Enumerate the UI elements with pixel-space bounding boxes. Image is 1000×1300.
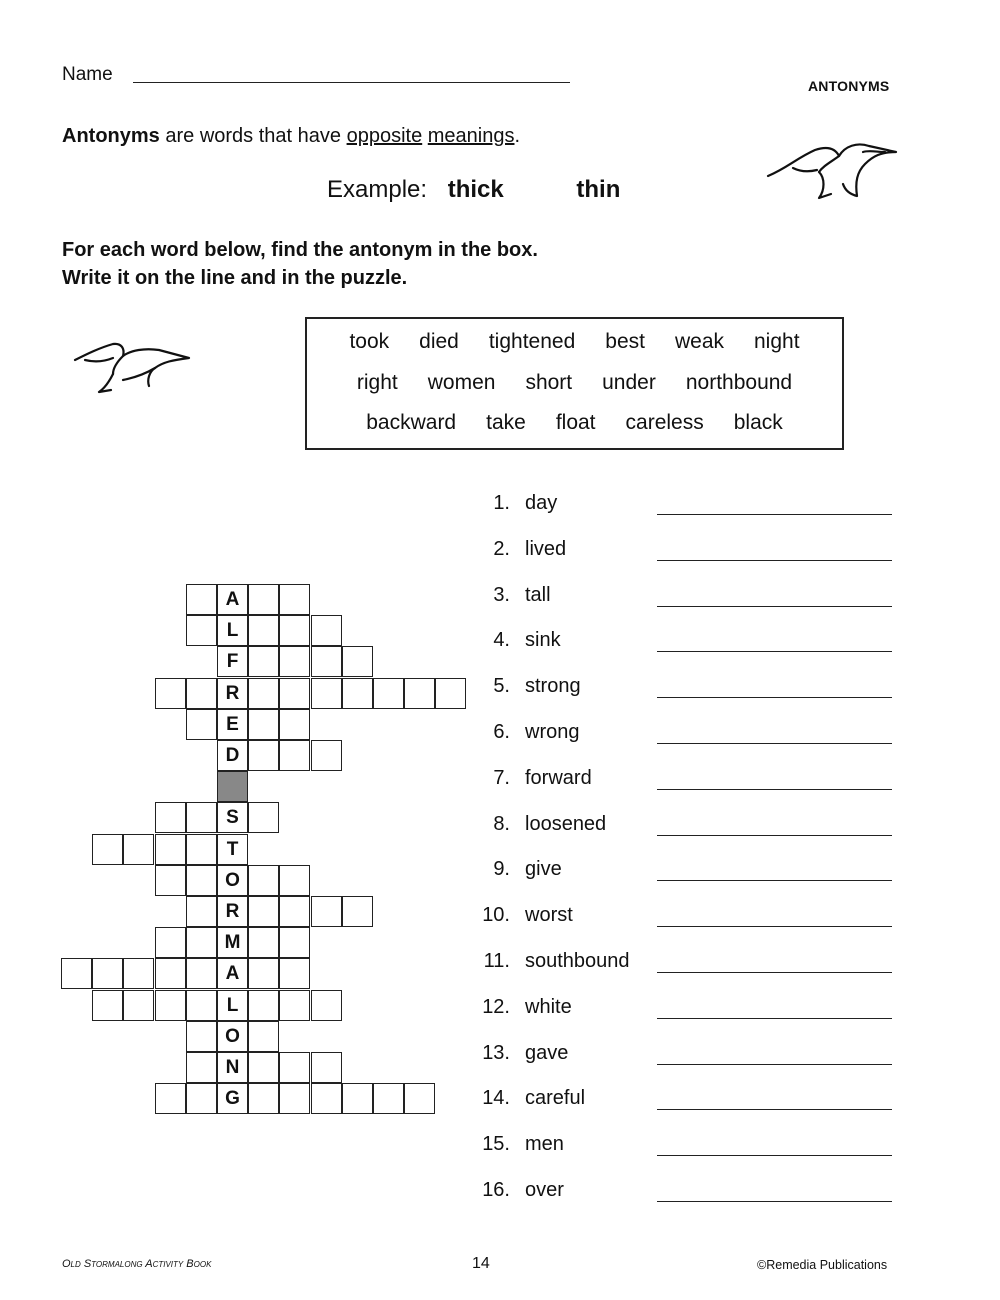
name-line[interactable]: [133, 82, 570, 83]
puzzle-cell[interactable]: [279, 646, 310, 677]
name-label: Name: [62, 64, 113, 85]
key-letter-cell[interactable]: A: [217, 584, 248, 615]
seagull-icon: [765, 138, 900, 204]
clue-number: 13.: [482, 1041, 510, 1064]
word-bank-word: right: [356, 371, 398, 394]
answer-line[interactable]: [657, 560, 892, 561]
word-bank-word: took: [349, 330, 390, 353]
word-bank-word: careless: [625, 411, 704, 434]
clue-word: lived: [525, 537, 567, 560]
clue-word: southbound: [525, 950, 630, 972]
key-letter-cell[interactable]: M: [217, 927, 248, 958]
word-bank-word: died: [419, 330, 459, 353]
puzzle-cell[interactable]: [186, 958, 217, 989]
clue-word: tall: [525, 583, 551, 606]
puzzle-cell[interactable]: [311, 740, 342, 771]
key-letter-cell[interactable]: L: [217, 615, 248, 646]
puzzle-cell[interactable]: [342, 1083, 373, 1114]
puzzle-cell[interactable]: [248, 958, 279, 989]
clue-word: strong: [525, 675, 581, 698]
puzzle-cell[interactable]: [279, 740, 310, 771]
puzzle-cell[interactable]: [311, 1083, 342, 1114]
puzzle-cell[interactable]: [279, 1052, 310, 1083]
key-letter-cell[interactable]: S: [217, 802, 248, 833]
answer-line[interactable]: [657, 835, 892, 836]
clue-word: day: [525, 492, 558, 514]
key-letter-cell[interactable]: E: [217, 709, 248, 740]
clue-number: 9.: [493, 858, 510, 881]
puzzle-cell[interactable]: [186, 615, 217, 646]
clue-word: forward: [525, 766, 592, 789]
clue-number: 2.: [493, 537, 510, 560]
word-bank-word: under: [602, 371, 656, 394]
word-bank-row: [307, 411, 842, 435]
puzzle-cell[interactable]: [186, 709, 217, 740]
key-letter-cell[interactable]: T: [217, 834, 248, 865]
puzzle-cell[interactable]: [279, 865, 310, 896]
word-bank-row: [307, 330, 842, 354]
puzzle-cell[interactable]: [186, 678, 217, 709]
answer-line[interactable]: [657, 926, 892, 927]
example-word-2: thin: [576, 176, 621, 203]
instructions: [62, 236, 538, 292]
puzzle-cell[interactable]: [279, 927, 310, 958]
puzzle-cell[interactable]: [155, 990, 186, 1021]
word-bank-box: [305, 317, 844, 450]
puzzle-cell[interactable]: [248, 678, 279, 709]
key-letter-cell[interactable]: O: [217, 865, 248, 896]
puzzle-cell[interactable]: [279, 615, 310, 646]
puzzle-cell[interactable]: [186, 834, 217, 865]
puzzle-cell[interactable]: [186, 802, 217, 833]
puzzle-cell[interactable]: [123, 834, 154, 865]
puzzle-cell[interactable]: [155, 865, 186, 896]
puzzle-cell[interactable]: [311, 990, 342, 1021]
puzzle-cell[interactable]: [248, 927, 279, 958]
puzzle-cell[interactable]: [279, 896, 310, 927]
answer-line[interactable]: [657, 1018, 892, 1019]
clue-number: 15.: [482, 1133, 510, 1156]
puzzle-cell[interactable]: [186, 1083, 217, 1114]
puzzle-cell[interactable]: [279, 709, 310, 740]
word-bank-word: float: [555, 411, 596, 434]
answer-line[interactable]: [657, 880, 892, 881]
puzzle-cell[interactable]: [311, 615, 342, 646]
word-bank-word: black: [733, 411, 783, 434]
puzzle-cell[interactable]: [92, 958, 123, 989]
puzzle-cell[interactable]: [92, 990, 123, 1021]
puzzle-cell[interactable]: [186, 1021, 217, 1052]
seagull-icon: [73, 340, 191, 396]
puzzle-cell[interactable]: [342, 678, 373, 709]
intro-middle: are words that have: [159, 125, 347, 147]
puzzle-cell[interactable]: [311, 646, 342, 677]
key-letter-cell[interactable]: L: [217, 990, 248, 1021]
puzzle-cell[interactable]: [186, 990, 217, 1021]
answer-line[interactable]: [657, 743, 892, 744]
puzzle-cell[interactable]: [248, 1052, 279, 1083]
puzzle-cell[interactable]: [155, 927, 186, 958]
clue-word: loosened: [525, 812, 607, 835]
instructions-line-2: Write it on the line and in the puzzle.: [62, 267, 408, 289]
clue-word: give: [525, 858, 562, 881]
word-bank-word: night: [754, 330, 800, 353]
answer-line[interactable]: [657, 651, 892, 652]
puzzle-cell[interactable]: [186, 865, 217, 896]
clue-number: 8.: [493, 812, 510, 835]
key-letter-cell[interactable]: D: [217, 740, 248, 771]
puzzle-cell[interactable]: [155, 678, 186, 709]
clue-number: 1.: [493, 492, 510, 514]
footer-book-title: Old Stormalong Activity Book: [62, 1258, 212, 1270]
instructions-line-1: For each word below, find the antonym in the box.: [62, 239, 538, 261]
key-letter-cell[interactable]: G: [217, 1083, 248, 1114]
key-letter-cell[interactable]: R: [217, 678, 248, 709]
key-letter-cell[interactable]: A: [217, 958, 248, 989]
puzzle-cell[interactable]: [248, 584, 279, 615]
clue-number: 16.: [482, 1179, 510, 1201]
puzzle-cell[interactable]: [279, 1083, 310, 1114]
puzzle-cell[interactable]: [186, 896, 217, 927]
puzzle-cell[interactable]: [155, 1083, 186, 1114]
clue-number: 6.: [493, 721, 510, 743]
puzzle-cell[interactable]: [248, 1083, 279, 1114]
key-letter-cell[interactable]: F: [217, 646, 248, 677]
puzzle-cell[interactable]: [248, 990, 279, 1021]
answer-line[interactable]: [657, 1064, 892, 1065]
puzzle-cell[interactable]: [248, 709, 279, 740]
shaded-cell[interactable]: [217, 771, 248, 802]
puzzle-cell[interactable]: [155, 958, 186, 989]
word-bank-word: weak: [674, 330, 724, 353]
puzzle-cell[interactable]: [311, 896, 342, 927]
clue-number: 12.: [482, 995, 510, 1018]
answer-line[interactable]: [657, 1109, 892, 1110]
puzzle-cell[interactable]: [248, 802, 279, 833]
clue-word: gave: [525, 1041, 569, 1064]
footer-publisher: ©Remedia Publications: [757, 1258, 888, 1272]
example-label: Example:: [327, 176, 428, 203]
intro-underline-opposite: opposite: [346, 125, 423, 147]
puzzle-cell[interactable]: [248, 740, 279, 771]
puzzle-cell[interactable]: [155, 834, 186, 865]
word-bank-word: backward: [366, 411, 457, 434]
answer-line[interactable]: [657, 789, 892, 790]
clue-word: sink: [525, 629, 561, 652]
word-bank-word: take: [486, 411, 526, 434]
answer-line[interactable]: [657, 972, 892, 973]
puzzle-cell[interactable]: [123, 990, 154, 1021]
puzzle-cell[interactable]: [404, 1083, 435, 1114]
example-line: [327, 176, 620, 204]
word-bank-word: women: [427, 371, 496, 394]
puzzle-cell[interactable]: [155, 802, 186, 833]
answer-line[interactable]: [657, 514, 892, 515]
clue-number: 5.: [493, 675, 510, 698]
answer-line[interactable]: [657, 606, 892, 607]
clue-number: 14.: [482, 1087, 510, 1110]
word-bank-word: best: [605, 330, 645, 353]
puzzle-cell[interactable]: [248, 896, 279, 927]
puzzle-cell[interactable]: [342, 896, 373, 927]
clue-word: white: [525, 995, 572, 1018]
clue-word: worst: [525, 904, 573, 927]
puzzle-cell[interactable]: [186, 584, 217, 615]
word-bank-word: short: [525, 371, 573, 394]
clue-word: over: [525, 1179, 564, 1201]
puzzle-cell[interactable]: [248, 615, 279, 646]
puzzle-cell[interactable]: [123, 958, 154, 989]
example-word-1: thick: [447, 176, 504, 203]
puzzle-cell[interactable]: [186, 927, 217, 958]
intro-underline-meanings: meanings: [427, 125, 515, 147]
answer-line[interactable]: [657, 1155, 892, 1156]
puzzle-cell[interactable]: [279, 958, 310, 989]
answer-line[interactable]: [657, 697, 892, 698]
clue-number: 3.: [493, 583, 510, 606]
puzzle-cell[interactable]: [248, 1021, 279, 1052]
puzzle-cell[interactable]: [311, 678, 342, 709]
puzzle-cell[interactable]: [342, 646, 373, 677]
puzzle-cell[interactable]: [248, 865, 279, 896]
key-letter-cell[interactable]: R: [217, 896, 248, 927]
clue-number: 4.: [493, 629, 510, 652]
key-letter-cell[interactable]: N: [217, 1052, 248, 1083]
puzzle-cell[interactable]: [311, 1052, 342, 1083]
word-bank-row: [307, 371, 842, 395]
puzzle-cell[interactable]: [373, 678, 404, 709]
key-letter-cell[interactable]: O: [217, 1021, 248, 1052]
page-number: 14: [472, 1255, 490, 1272]
puzzle-cell[interactable]: [373, 1083, 404, 1114]
clue-number: 10.: [482, 904, 510, 927]
intro-term: Antonyms: [62, 125, 160, 147]
puzzle-cell[interactable]: [279, 584, 310, 615]
clue-number: 7.: [493, 766, 510, 789]
puzzle-cell[interactable]: [279, 678, 310, 709]
puzzle-cell[interactable]: [404, 678, 435, 709]
puzzle-cell[interactable]: [61, 958, 92, 989]
answer-line[interactable]: [657, 1201, 892, 1202]
puzzle-cell[interactable]: [279, 990, 310, 1021]
word-bank-word: northbound: [685, 371, 793, 394]
word-bank-word: tightened: [488, 330, 576, 353]
intro-sentence: Antonyms are words that have opposite meanings.: [62, 125, 521, 147]
puzzle-cell[interactable]: [92, 834, 123, 865]
clue-number: 11.: [483, 950, 510, 972]
puzzle-cell[interactable]: [248, 646, 279, 677]
clue-word: wrong: [525, 721, 580, 743]
section-tag: ANTONYMS: [808, 78, 890, 94]
puzzle-cell[interactable]: [186, 1052, 217, 1083]
clue-word: careful: [525, 1087, 586, 1110]
clue-word: men: [525, 1133, 564, 1156]
